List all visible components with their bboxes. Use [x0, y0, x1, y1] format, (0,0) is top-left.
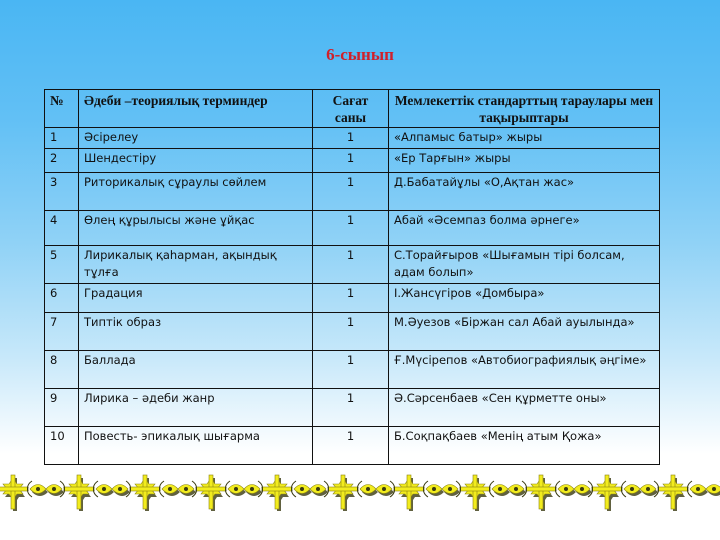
- cell-hours: 1: [313, 211, 389, 246]
- table-row: [45, 427, 660, 465]
- table-row: [45, 389, 660, 427]
- cell-term: Шендестіру: [79, 149, 313, 173]
- cell-number: 10: [45, 427, 79, 465]
- cell-term: Повесть- эпикалық шығарма: [79, 427, 313, 465]
- cell-number: 1: [45, 128, 79, 149]
- cell-hours: 1: [313, 284, 389, 313]
- cell-hours: 1: [313, 351, 389, 389]
- cell-topic: Ә.Сәрсенбаев «Сен құрметте оны»: [389, 389, 660, 427]
- table-row: [45, 351, 660, 389]
- cell-term: Типтік образ: [79, 313, 313, 351]
- cell-number: 2: [45, 149, 79, 173]
- cell-hours: 1: [313, 246, 389, 284]
- header-number: №: [45, 90, 79, 128]
- table-row: [45, 284, 660, 313]
- table-row: [45, 211, 660, 246]
- cell-number: 7: [45, 313, 79, 351]
- cell-term: Лирика – әдеби жанр: [79, 389, 313, 427]
- table-row: [45, 149, 660, 173]
- cell-hours: 1: [313, 427, 389, 465]
- table-row: [45, 128, 660, 149]
- cell-topic: «Ер Тарғын» жыры: [389, 149, 660, 173]
- cell-hours: 1: [313, 173, 389, 211]
- cell-number: 6: [45, 284, 79, 313]
- cell-number: 8: [45, 351, 79, 389]
- cell-term: Градация: [79, 284, 313, 313]
- page-title: 6-сынып: [326, 45, 394, 64]
- table-header-row: [45, 90, 660, 128]
- cell-topic: Б.Соқпақбаев «Менің атым Қожа»: [389, 427, 660, 465]
- kazakh-ornament-icon: [0, 473, 720, 511]
- header-hours: Сағат саны: [313, 90, 389, 128]
- table-row: [45, 173, 660, 211]
- table-row: [45, 246, 660, 284]
- cell-hours: 1: [313, 389, 389, 427]
- cell-topic: Абай «Әсемпаз болма әрнеге»: [389, 211, 660, 246]
- cell-term: Әсірелеу: [79, 128, 313, 149]
- table-row: [45, 313, 660, 351]
- cell-topic: Ғ.Мүсірепов «Автобиографиялық әңгіме»: [389, 351, 660, 389]
- cell-term: Лирикалық қаһарман, ақындық тұлға: [79, 246, 313, 284]
- cell-topic: С.Торайғыров «Шығамын тірі болсам, адам болып»: [389, 246, 660, 284]
- cell-hours: 1: [313, 128, 389, 149]
- cell-topic: І.Жансүгіров «Домбыра»: [389, 284, 660, 313]
- cell-topic: М.Әуезов «Біржан сал Абай ауылында»: [389, 313, 660, 351]
- cell-number: 4: [45, 211, 79, 246]
- cell-topic: Д.Бабатайұлы «О,Ақтан жас»: [389, 173, 660, 211]
- cell-number: 5: [45, 246, 79, 284]
- header-topics: Мемлекеттік стандарттың тараулары мен тақырыптары: [389, 90, 660, 128]
- cell-term: Баллада: [79, 351, 313, 389]
- curriculum-table: [44, 89, 660, 465]
- cell-term: Өлең құрылысы және ұйқас: [79, 211, 313, 246]
- cell-number: 3: [45, 173, 79, 211]
- cell-topic: «Алпамыс батыр» жыры: [389, 128, 660, 149]
- header-terms: Әдеби –теориялық терминдер: [79, 90, 313, 128]
- ornament-border: [0, 473, 720, 511]
- cell-term: Риторикалық сұраулы сөйлем: [79, 173, 313, 211]
- cell-hours: 1: [313, 149, 389, 173]
- cell-number: 9: [45, 389, 79, 427]
- cell-hours: 1: [313, 313, 389, 351]
